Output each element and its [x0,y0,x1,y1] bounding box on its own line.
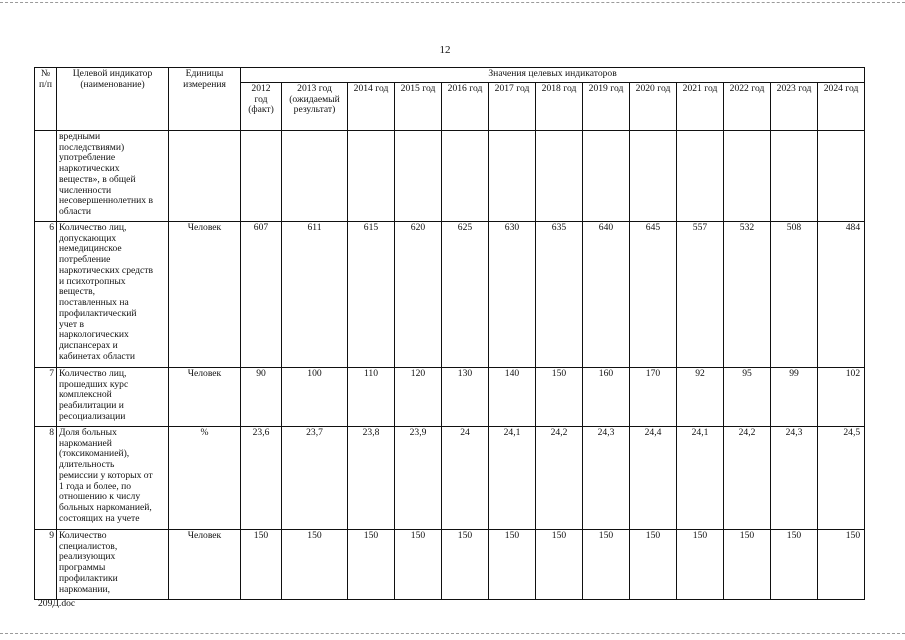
value-cell: 625 [442,222,489,368]
header-year: 2021 год [677,83,724,131]
table-row [35,530,865,600]
header-year: 2020 год [630,83,677,131]
value-cell: 23,7 [282,427,348,530]
table-body [35,131,865,600]
value-cell [442,131,489,222]
unit-cell: Человек [169,368,241,427]
value-cell: 24,1 [677,427,724,530]
header-units: Единицы измерения [169,68,241,131]
header-year: 2015 год [395,83,442,131]
value-cell: 95 [724,368,771,427]
value-cell: 630 [489,222,536,368]
value-cell: 607 [241,222,282,368]
value-cell: 150 [771,530,818,600]
header-no: № п/п [35,68,57,131]
file-name-footer: 209Д.doc [38,598,76,609]
value-cell: 24,3 [583,427,630,530]
value-cell: 557 [677,222,724,368]
row-number: 7 [35,368,57,427]
value-cell: 90 [241,368,282,427]
value-cell: 150 [348,530,395,600]
page-number: 12 [439,44,451,56]
value-cell: 615 [348,222,395,368]
value-cell: 620 [395,222,442,368]
header-year: 2017 год [489,83,536,131]
header-year: 2013 год (ожидаемый результат) [282,83,348,131]
value-cell: 150 [282,530,348,600]
value-cell: 99 [771,368,818,427]
value-cell [771,131,818,222]
unit-cell: % [169,427,241,530]
value-cell: 150 [536,368,583,427]
value-cell: 150 [724,530,771,600]
value-cell [489,131,536,222]
value-cell: 120 [395,368,442,427]
value-cell: 611 [282,222,348,368]
header-indicator: Целевой индикатор (наименование) [57,68,169,131]
value-cell [818,131,865,222]
table-row [35,222,865,368]
table-row [35,368,865,427]
scan-edge-bottom [0,633,905,634]
indicator-name: Количество лиц, прошедших курс комплексной реабилитации и ресоциализации [57,368,169,427]
value-cell [630,131,677,222]
target-indicators-table [34,67,865,600]
value-cell: 23,6 [241,427,282,530]
value-cell: 150 [818,530,865,600]
row-number: 8 [35,427,57,530]
value-cell: 150 [583,530,630,600]
value-cell: 102 [818,368,865,427]
header-year: 2022 год [724,83,771,131]
value-cell [536,131,583,222]
value-cell [583,131,630,222]
value-cell: 23,8 [348,427,395,530]
indicator-name: Количество специалистов, реализующих программы профилактики наркомании, [57,530,169,600]
value-cell: 645 [630,222,677,368]
row-number: 6 [35,222,57,368]
indicator-name: Количество лиц, допускающих немедицинское потребление наркотических средств и психотропных веществ, поставленных на профилактический учет в наркологических диспансерах и кабинетах области [57,222,169,368]
value-cell [724,131,771,222]
value-cell: 640 [583,222,630,368]
header-values-group: Значения целевых индикаторов [241,68,865,83]
value-cell: 150 [241,530,282,600]
header-year: 2024 год [818,83,865,131]
value-cell: 150 [442,530,489,600]
scan-edge-top [0,2,905,3]
table-row [35,427,865,530]
header-year: 2018 год [536,83,583,131]
table-row [35,131,865,222]
value-cell: 150 [677,530,724,600]
header-year: 2012 год (факт) [241,83,282,131]
value-cell [241,131,282,222]
value-cell: 24,4 [630,427,677,530]
value-cell: 92 [677,368,724,427]
value-cell: 170 [630,368,677,427]
value-cell: 24,2 [724,427,771,530]
value-cell: 140 [489,368,536,427]
indicator-name: вредными последствиями) употребление наркотических веществ», в общей численности несовершеннолетних в области [57,131,169,222]
value-cell: 110 [348,368,395,427]
value-cell [348,131,395,222]
value-cell: 150 [489,530,536,600]
value-cell [282,131,348,222]
unit-cell: Человек [169,530,241,600]
value-cell [395,131,442,222]
row-number: 9 [35,530,57,600]
value-cell: 150 [395,530,442,600]
header-year: 2016 год [442,83,489,131]
value-cell: 160 [583,368,630,427]
indicator-name: Доля больных наркоманией (токсикоманией), длительность ремиссии у которых от 1 года и более, по отношению к числу больных наркоманией, состоящих на учете [57,427,169,530]
value-cell: 150 [536,530,583,600]
unit-cell: Человек [169,222,241,368]
value-cell: 532 [724,222,771,368]
value-cell: 100 [282,368,348,427]
value-cell [677,131,724,222]
value-cell: 484 [818,222,865,368]
value-cell: 150 [630,530,677,600]
value-cell: 24,5 [818,427,865,530]
value-cell: 508 [771,222,818,368]
value-cell: 24 [442,427,489,530]
header-year: 2019 год [583,83,630,131]
value-cell: 635 [536,222,583,368]
value-cell: 24,2 [536,427,583,530]
row-number [35,131,57,222]
value-cell: 130 [442,368,489,427]
value-cell: 23,9 [395,427,442,530]
header-year: 2023 год [771,83,818,131]
header-year: 2014 год [348,83,395,131]
value-cell: 24,3 [771,427,818,530]
value-cell: 24,1 [489,427,536,530]
unit-cell [169,131,241,222]
table-header [35,68,865,131]
